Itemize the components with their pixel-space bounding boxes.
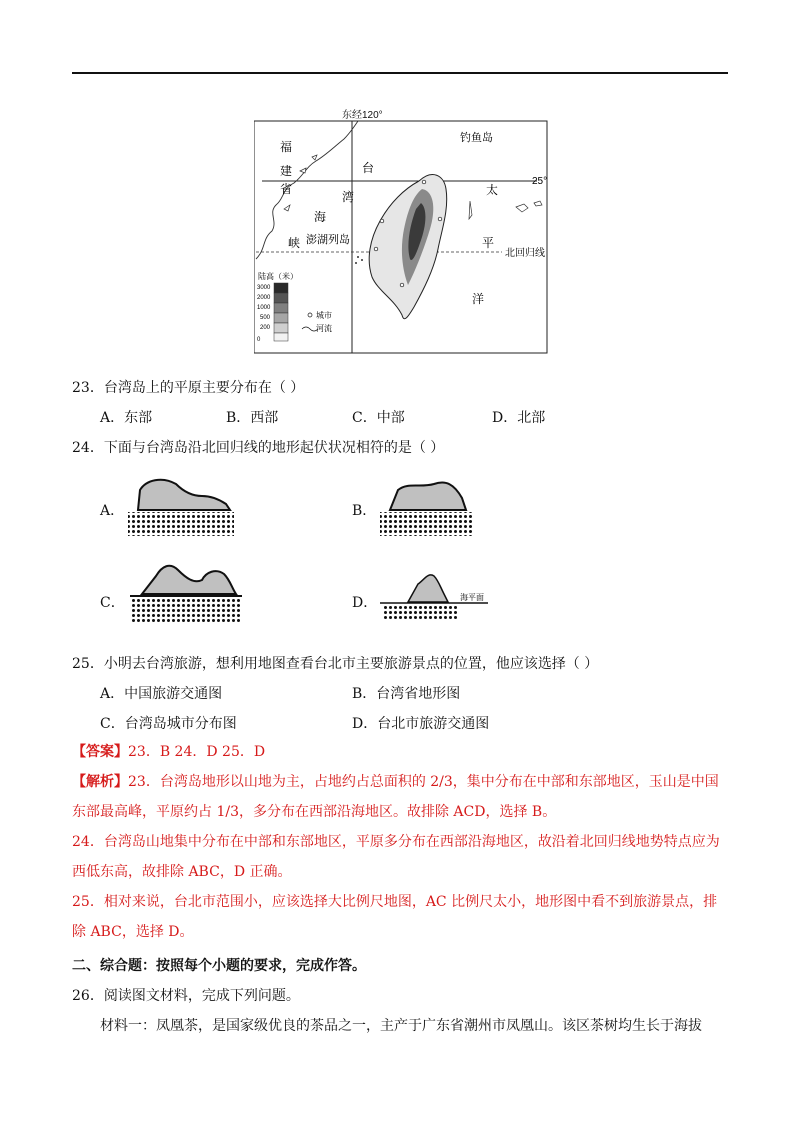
- q25-stem: 25．小明去台湾旅游，想利用地图查看台北市主要旅游景点的位置，他应该选择（ ）: [72, 656, 599, 672]
- tropic-label: 北回归线: [505, 248, 545, 259]
- analysis-line-6: 除 ABC，选择 D。: [72, 924, 194, 940]
- lat25-label: 25°: [532, 176, 548, 187]
- q24-profile-a: [126, 474, 246, 536]
- pacific-char-1: 太: [486, 183, 499, 197]
- q24-stem: 24．下面与台湾岛沿北回归线的地形起伏状况相符的是（ ）: [72, 440, 445, 456]
- fujian-char-1: 福: [280, 140, 293, 154]
- analysis-tag: 【解析】: [72, 774, 128, 790]
- analysis-line-3: 24．台湾岛山地集中分布在中部和东部地区，平原多分布在西部沿海地区，故沿着北回归线地势特点应为: [72, 834, 720, 850]
- answer-line: [72, 742, 265, 762]
- q23-option-d[interactable]: D．北部: [492, 410, 546, 426]
- q25-option-c[interactable]: C．台湾岛城市分布图: [100, 716, 237, 732]
- taiwan-map: [254, 109, 548, 354]
- q25-option-a[interactable]: A．中国旅游交通图: [100, 686, 223, 702]
- sea-level-label: 海平面: [460, 593, 484, 602]
- q24-profile-c: [126, 558, 246, 624]
- q24-label-d[interactable]: D．: [352, 595, 378, 611]
- q24-label-b[interactable]: B．: [352, 503, 377, 519]
- q24-label-a[interactable]: A．: [100, 503, 125, 519]
- q23-stem: 23．台湾岛上的平原主要分布在（ ）: [72, 380, 305, 396]
- q23-option-b[interactable]: B．西部: [226, 410, 279, 426]
- q24-profile-b: [378, 474, 478, 536]
- strait-char-2: 湾: [342, 190, 355, 204]
- legend-v3: 500: [260, 315, 271, 321]
- legend-v4: 200: [260, 325, 271, 331]
- meridian-label: 东经120°: [342, 110, 383, 121]
- answer-text: 23．B 24．D 25．D: [128, 744, 266, 760]
- pacific-char-3: 洋: [472, 292, 485, 306]
- header-rule: [72, 72, 728, 74]
- q24-profile-d: [378, 570, 490, 622]
- analysis-line-4: 西低东高，故排除 ABC，D 正确。: [72, 864, 292, 880]
- legend-v0: 3000: [257, 285, 271, 291]
- analysis-line-2: 东部最高峰，平原约占 1/3，多分布在西部沿海地区。故排除 ACD，选择 B。: [72, 804, 557, 820]
- q23-option-a[interactable]: A．东部: [100, 410, 153, 426]
- strait-char-1: 台: [362, 161, 375, 175]
- q26-material-1: 材料一：凤凰茶，是国家级优良的茶品之一，主产于广东省潮州市凤凰山。该区茶树均生长于海拔: [100, 1018, 702, 1034]
- q26-stem: 26．阅读图文材料，完成下列问题。: [72, 988, 300, 1004]
- strait-char-4: 峡: [288, 236, 301, 250]
- legend-city: 城市: [316, 311, 332, 320]
- analysis-line-1: [72, 772, 719, 792]
- answer-tag: 【答案】: [72, 744, 128, 760]
- q25-option-d[interactable]: D．台北市旅游交通图: [352, 716, 490, 732]
- q23-option-c[interactable]: C．中部: [352, 410, 405, 426]
- strait-char-3: 海: [314, 210, 327, 224]
- legend-title: 陆高（米）: [258, 272, 298, 281]
- legend-v2: 1000: [257, 305, 271, 311]
- q24-label-c[interactable]: C．: [100, 595, 125, 611]
- legend-river: 河流: [316, 324, 332, 333]
- fujian-char-2: 建: [280, 164, 293, 178]
- legend-v1: 2000: [257, 295, 271, 301]
- diaoyu-label: 钓鱼岛: [460, 131, 493, 144]
- section-2-heading: 二、综合题：按照每个小题的要求，完成作答。: [72, 958, 366, 974]
- analysis-line-5: 25．相对来说，台北市范围小，应该选择大比例尺地图，AC 比例尺太小，地形图中看不到旅游景点，排: [72, 894, 718, 910]
- pacific-char-2: 平: [482, 236, 495, 250]
- legend-v5: 0: [257, 337, 261, 343]
- fujian-char-3: 省: [280, 182, 293, 196]
- penghu-label: 澎湖列岛: [306, 233, 350, 246]
- legend-swatches: [274, 283, 288, 341]
- analysis-text-1: 23．台湾岛地形以山地为主，占地约占总面积的 2/3，集中分布在中部和东部地区，玉山是中国: [128, 774, 719, 790]
- q25-option-b[interactable]: B．台湾省地形图: [352, 686, 461, 702]
- city-symbol-icon: [308, 313, 312, 317]
